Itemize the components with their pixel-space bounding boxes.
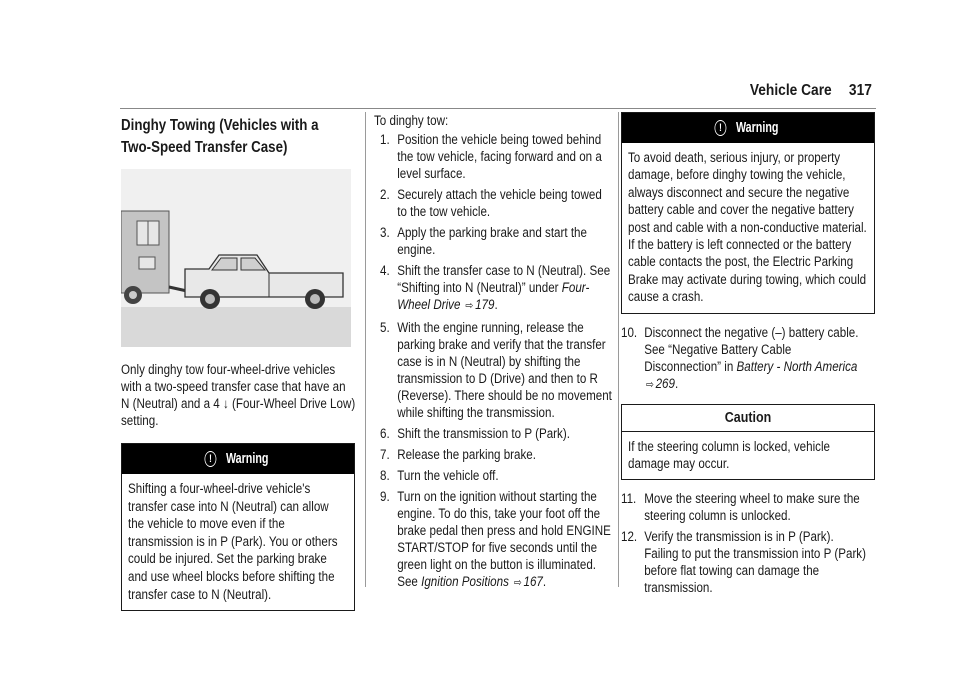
intro-paragraph: Only dinghy tow four-wheel-drive vehicles with a two-speed transfer case that have an N (Neutral) and a 4 ↓ (Four-Wheel Drive Low) setting. xyxy=(121,362,356,428)
tow-vehicle-and-truck-drawing xyxy=(121,169,351,347)
list-item: 10. Disconnect the negative (–) battery cable. See “Negative Battery Cable Disconnection” in Battery - North America ⇨ 269. xyxy=(621,324,859,391)
list-item: 1. Position the vehicle being towed behind the tow vehicle, facing forward and on a level surface. xyxy=(380,132,602,181)
list-item: 3. Apply the parking brake and start the engine. xyxy=(380,225,587,257)
warning-circle-icon: ! xyxy=(715,120,727,136)
warning-text: To avoid death, serious injury, or property damage, before dinghy towing the vehicle, always disconnect and secure the negative battery cable and cover the negative battery post and cable with a non-conductive material. If the battery is left connected or the battery cable contacts the post, the Electric Parking Brake may activate during towing, which could cause a crash. xyxy=(628,150,867,305)
column-divider-left xyxy=(365,112,366,587)
page-reference-arrow-icon: ⇨ xyxy=(645,378,654,391)
section-title: Vehicle Care xyxy=(749,82,832,99)
list-item: 12. Verify the transmission is in P (Park). Failing to put the transmission into P (Park) before flat towing can damage the transmission. xyxy=(621,528,866,595)
column-1 xyxy=(121,112,356,621)
list-item: 2. Securely attach the vehicle being towed to the tow vehicle. xyxy=(380,187,602,219)
page-header xyxy=(750,82,872,100)
warning-header: ! Warning xyxy=(622,113,874,143)
page-reference-arrow-icon: ⇨ xyxy=(465,300,474,312)
page-number: 317 xyxy=(849,82,872,99)
list-item: 7. Release the parking brake. xyxy=(380,447,536,462)
section-heading: Dinghy Towing (Vehicles with a Two-Speed Transfer Case) xyxy=(121,117,319,156)
caution-header: Caution xyxy=(622,405,874,432)
steps-list-final xyxy=(621,490,870,596)
list-item: 4. Shift the transfer case to N (Neutral). See “Shifting into N (Neutral)” under Four-Wheel Drive ⇨ 179. xyxy=(380,263,611,312)
caution-text: If the steering column is locked, vehicle damage may occur. xyxy=(628,438,830,471)
warning-header: ! Warning xyxy=(122,444,354,474)
steps-list-continued xyxy=(621,324,870,394)
column-2 xyxy=(374,112,614,596)
steps-lead: To dinghy tow: xyxy=(374,113,449,128)
warning-text: Shifting a four-wheel-drive vehicle's transfer case into N (Neutral) can allow the vehicle to move even if the transmission is in P (Park). You or others could be injured. Set the parking brake and use wheel blocks before shifting the transfer case to N (Neutral). xyxy=(128,481,338,602)
list-item: 8. Turn the vehicle off. xyxy=(380,468,499,483)
column-divider-right xyxy=(618,112,619,587)
page-reference-arrow-icon: ⇨ xyxy=(513,577,522,589)
cross-reference-link[interactable]: Battery - North America ⇨ 269 xyxy=(645,358,858,391)
cross-reference-link[interactable]: Four-Wheel Drive ⇨ 179 xyxy=(397,280,590,312)
dinghy-towing-illustration xyxy=(121,169,351,347)
caution-box xyxy=(621,404,875,480)
list-item: 6. Shift the transmission to P (Park). xyxy=(380,426,570,441)
steps-list xyxy=(374,131,613,592)
column-3 xyxy=(621,112,877,600)
warning-box-battery xyxy=(621,112,875,314)
cross-reference-link[interactable]: Ignition Positions ⇨ 167 xyxy=(421,574,543,589)
warning-box-transfer-case xyxy=(121,443,355,611)
warning-circle-icon: ! xyxy=(205,451,217,467)
list-item: 9. Turn on the ignition without starting the engine. To do this, take your foot off the brake pedal then press and hold ENGINE START/STOP for five seconds until the green light on the button is illuminated. See Ignition Positions ⇨ 167. xyxy=(380,489,611,589)
header-divider xyxy=(120,108,876,109)
list-item: 11. Move the steering wheel to make sure the steering column is unlocked. xyxy=(621,490,860,523)
list-item: 5. With the engine running, release the parking brake and verify that the transfer case is in N (Neutral) by shifting the transmission to D (Drive) and then to R (Reverse). There should be no movement while shifting the transmission. xyxy=(380,320,612,420)
